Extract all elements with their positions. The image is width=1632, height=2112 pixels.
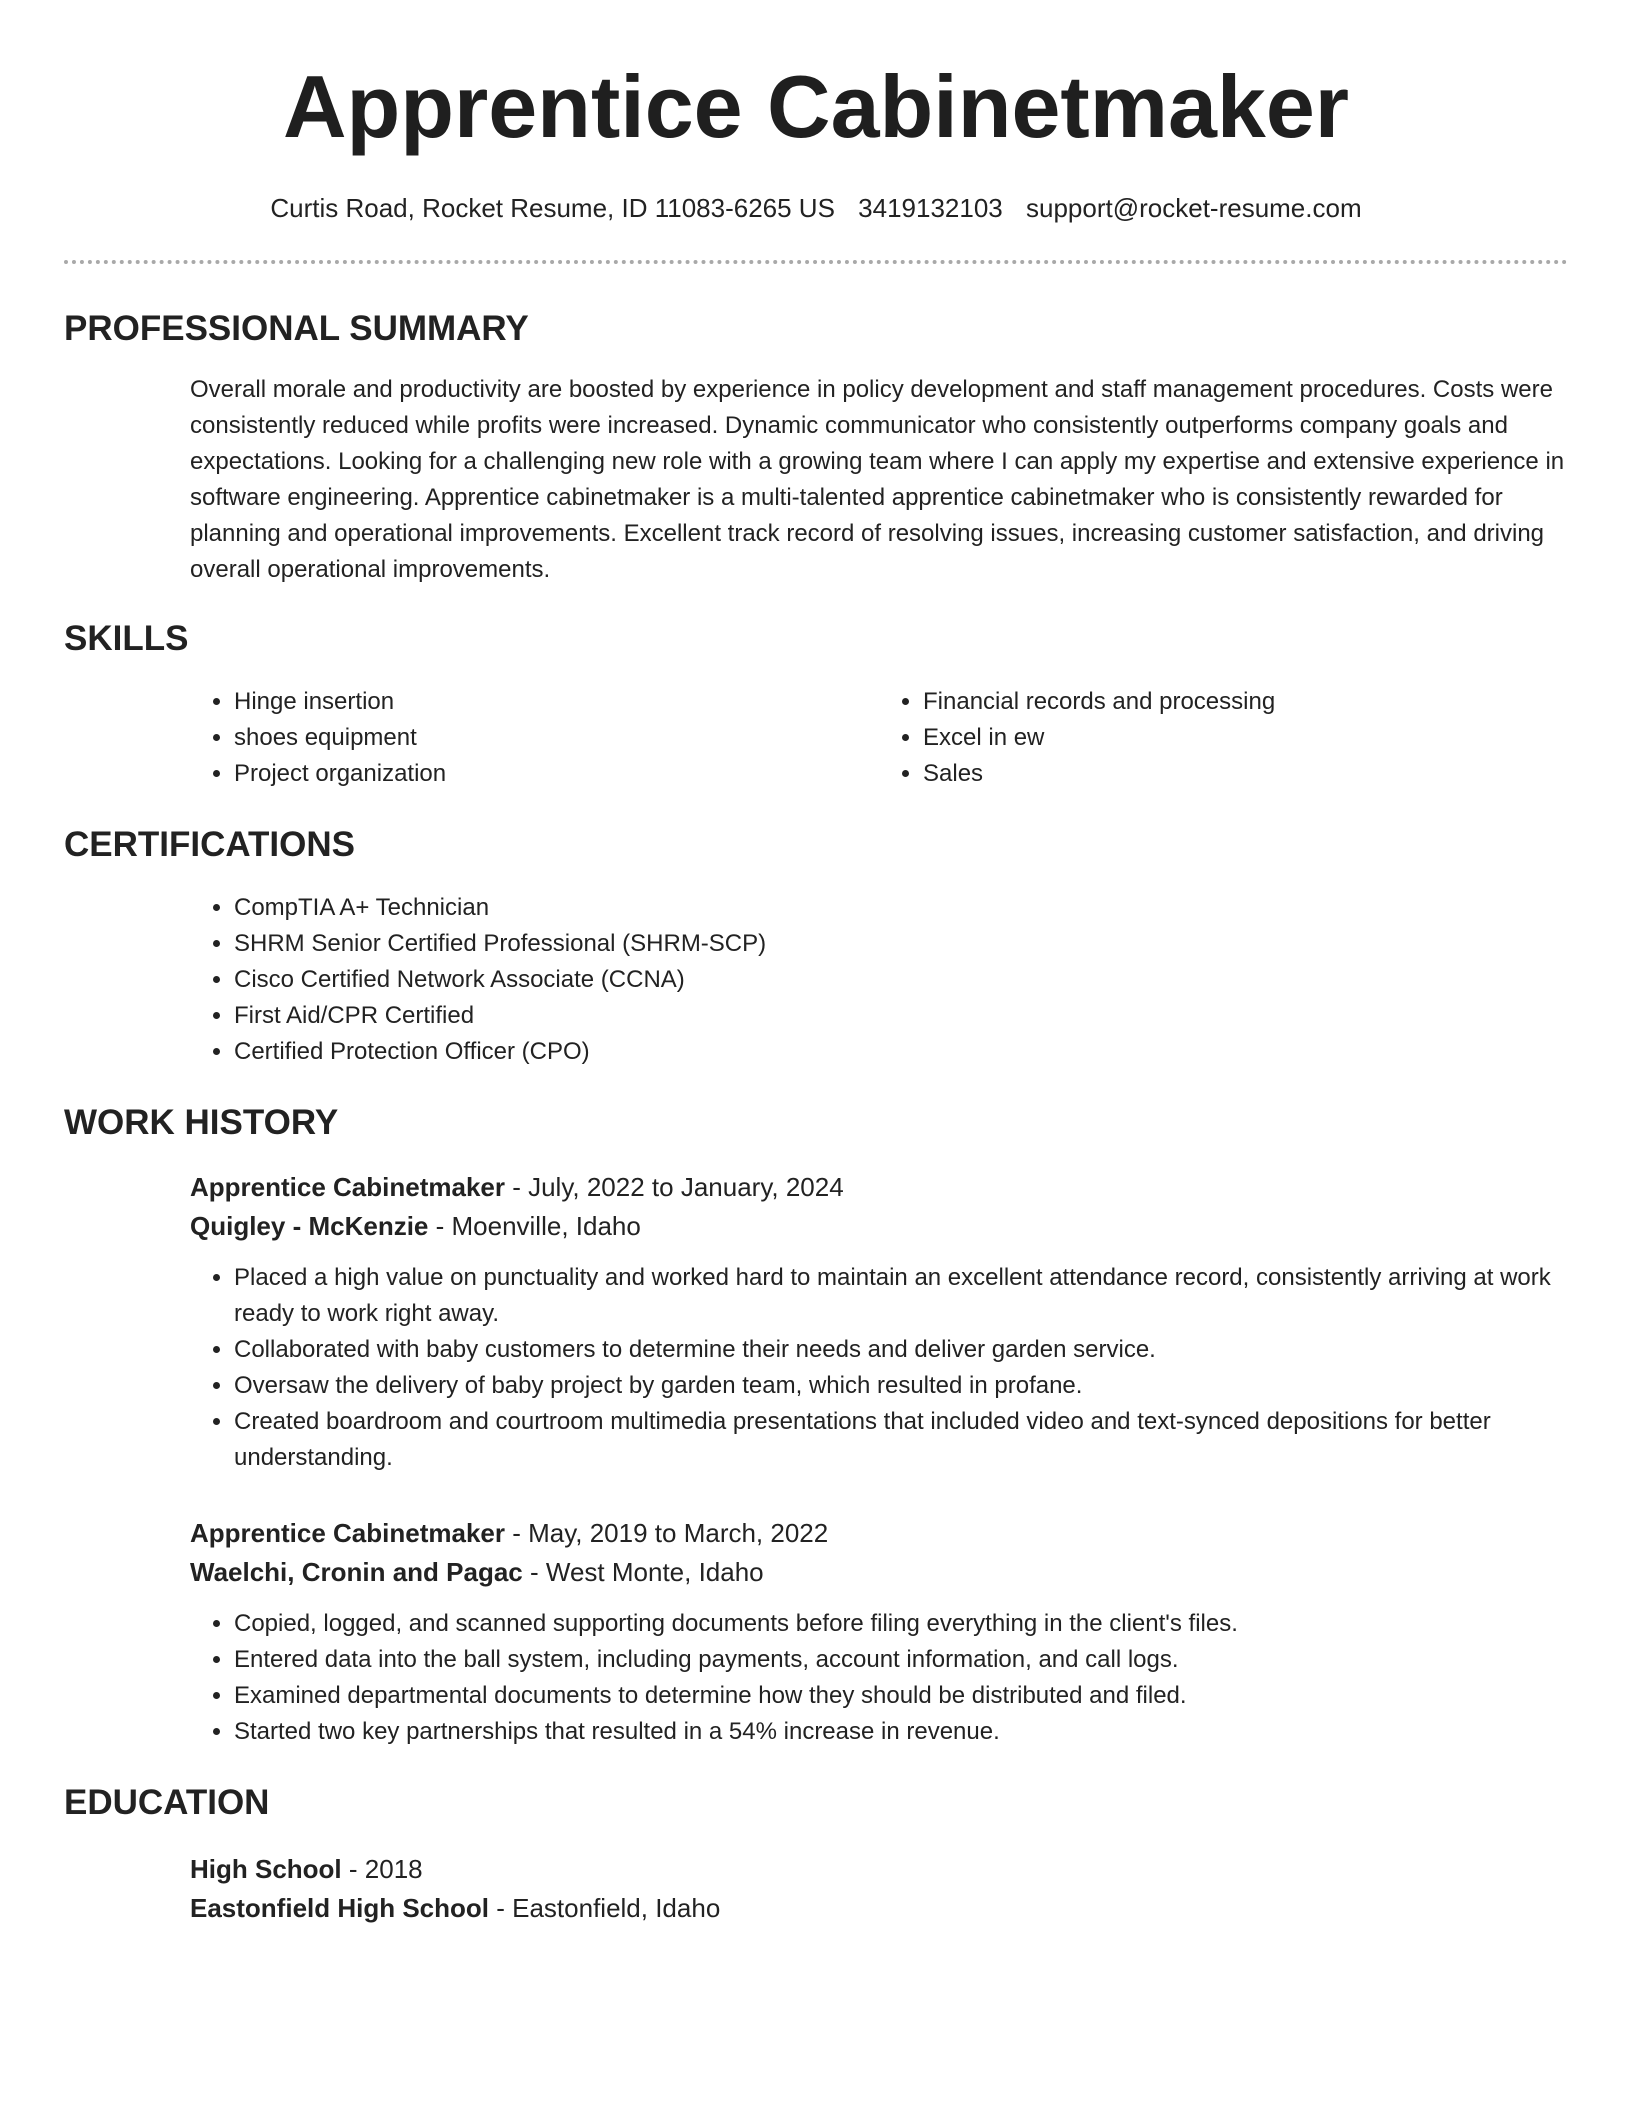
header-divider: [64, 260, 1568, 264]
job-bullet: • Placed a high value on punctuality and worked hard to maintain an excellent attendance record, consistently arriving at work ready to work right away.: [234, 1260, 1568, 1332]
education-school: Eastonfield High School: [190, 1893, 490, 1923]
job-role: Apprentice Cabinetmaker: [190, 1172, 505, 1202]
skill-item: • shoes equipment: [234, 720, 879, 756]
skills-list-right: [879, 684, 1568, 792]
education-year: - 2018: [341, 1854, 423, 1884]
education-degree-line: [190, 1850, 1568, 1889]
job-location: - West Monte, Idaho: [522, 1557, 764, 1587]
skill-item: • Sales: [923, 756, 1568, 792]
job-company: Waelchi, Cronin and Pagac: [190, 1557, 523, 1587]
contact-phone: 3419132103: [858, 193, 1003, 223]
work-history-heading: WORK HISTORY: [64, 1103, 339, 1142]
education-degree: High School: [190, 1854, 342, 1884]
skill-item: • Excel in ew: [923, 720, 1568, 756]
candidate-name: Apprentice Cabinetmaker: [282, 57, 1350, 156]
summary-section: [64, 306, 1568, 588]
certification-item: • Cisco Certified Network Associate (CCNA): [234, 962, 1568, 998]
job-bullets: [190, 1260, 1568, 1476]
job-bullet: • Oversaw the delivery of baby project by garden team, which resulted in profane.: [234, 1368, 1568, 1404]
summary-heading: PROFESSIONAL SUMMARY: [64, 309, 529, 348]
education-location: - Eastonfield, Idaho: [489, 1893, 721, 1923]
resume-page: [64, 0, 1568, 1928]
job-role: Apprentice Cabinetmaker: [190, 1518, 505, 1548]
job-bullet: • Examined departmental documents to determine how they should be distributed and filed.: [234, 1678, 1568, 1714]
job-entry: [190, 1168, 1568, 1476]
job-company-line: [190, 1207, 1568, 1246]
job-bullet: • Entered data into the ball system, including payments, account information, and call logs.: [234, 1642, 1568, 1678]
education-school-line: [190, 1889, 1568, 1928]
certifications-block: [190, 890, 1568, 1070]
certification-item: • First Aid/CPR Certified: [234, 998, 1568, 1034]
skills-section: [64, 616, 1568, 792]
job-company: Quigley - McKenzie: [190, 1211, 429, 1241]
job-location: - Moenville, Idaho: [428, 1211, 641, 1241]
education-heading: EDUCATION: [64, 1783, 270, 1822]
job-dates: - May, 2019 to March, 2022: [504, 1518, 829, 1548]
certification-item: • CompTIA A+ Technician: [234, 890, 1568, 926]
certifications-section: [64, 822, 1568, 1070]
job-entry: [190, 1514, 1568, 1750]
certifications-list: [190, 890, 1568, 1070]
job-bullet: • Collaborated with baby customers to determine their needs and deliver garden service.: [234, 1332, 1568, 1368]
education-entry: [190, 1850, 1568, 1928]
skills-columns: [190, 684, 1568, 792]
job-title-line: [190, 1168, 1568, 1207]
contact-line: [64, 190, 1568, 226]
work-history-section: [64, 1100, 1568, 1750]
summary-text: Overall morale and productivity are boosted by experience in policy development and staff management procedures. Costs were consistently reduced while profits were increased. Dynamic communicator who consistently outperforms company goals and expectations. Looking for a challenging new role with a growing team where I can apply my expertise and extensive experience in software engineering. Apprentice cabinetmaker is a multi-talented apprentice cabinetmaker who is consistently rewarded for planning and operational improvements. Excellent track record of resolving issues, increasing customer satisfaction, and driving overall operational improvements.: [190, 376, 1565, 583]
skills-heading: SKILLS: [64, 619, 189, 658]
job-bullet: • Created boardroom and courtroom multimedia presentations that included video and text-synced depositions for better understanding.: [234, 1404, 1568, 1476]
contact-email[interactable]: support@rocket-resume.com: [1026, 193, 1362, 223]
job-bullets: [190, 1606, 1568, 1750]
job-bullet: • Started two key partnerships that resulted in a 54% increase in revenue.: [234, 1714, 1568, 1750]
job-title-line: [190, 1514, 1568, 1553]
skill-item: • Financial records and processing: [923, 684, 1568, 720]
job-bullet: • Copied, logged, and scanned supporting documents before filing everything in the client's files.: [234, 1606, 1568, 1642]
job-company-line: [190, 1553, 1568, 1592]
contact-address: Curtis Road, Rocket Resume, ID 11083-6265 US: [270, 193, 835, 223]
certifications-heading: CERTIFICATIONS: [64, 825, 356, 864]
skill-item: • Hinge insertion: [234, 684, 879, 720]
certification-item: • Certified Protection Officer (CPO): [234, 1034, 1568, 1070]
skills-list-left: [190, 684, 879, 792]
skill-item: • Project organization: [234, 756, 879, 792]
job-dates: - July, 2022 to January, 2024: [504, 1172, 844, 1202]
education-section: [64, 1780, 1568, 1928]
certification-item: • SHRM Senior Certified Professional (SHRM-SCP): [234, 926, 1568, 962]
